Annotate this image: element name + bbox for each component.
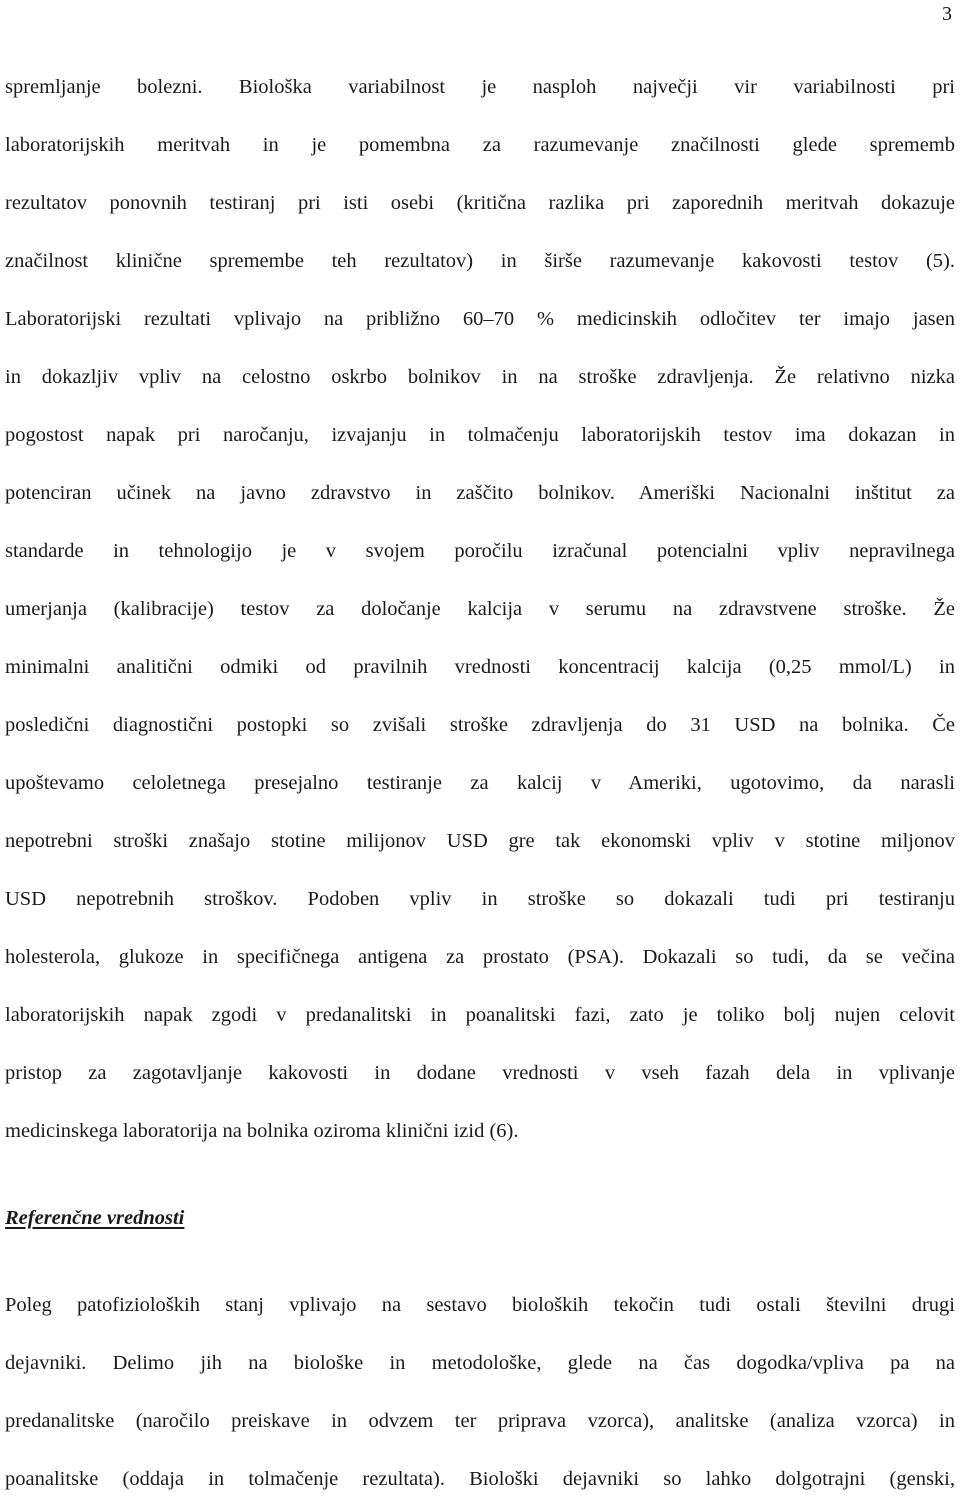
paragraph-line: Poleg patofizioloških stanj vplivajo na sestavo bioloških tekočin tudi ostali številni drugi (5, 1294, 955, 1316)
paragraph-line: pogostost napak pri naročanju, izvajanju in tolmačenju laboratorijskih testov ima dokazan in (5, 424, 955, 446)
paragraph-line: laboratorijskih meritvah in je pomembna za razumevanje značilnosti glede sprememb (5, 134, 955, 156)
paragraph-line: značilnost klinične spremembe teh rezultatov) in širše razumevanje kakovosti testov (5). (5, 250, 955, 272)
paragraph-line: laboratorijskih napak zgodi v predanalitski in poanalitski fazi, zato je toliko bolj nujen celovit (5, 1004, 955, 1026)
paragraph-line: dejavniki. Delimo jih na biološke in metodološke, glede na čas dogodka/vpliva pa na (5, 1352, 955, 1374)
paragraph-line: minimalni analitični odmiki od pravilnih vrednosti koncentracij kalcija (0,25 mmol/L) in (5, 656, 955, 678)
paragraph-line: pristop za zagotavljanje kakovosti in dodane vrednosti v vseh fazah dela in vplivanje (5, 1062, 955, 1084)
page-number: 3 (942, 3, 952, 25)
paragraph-line: rezultatov ponovnih testiranj pri isti osebi (kritična razlika pri zaporednih meritvah dokazuje (5, 192, 955, 214)
paragraph-line: Laboratorijski rezultati vplivajo na približno 60–70 % medicinskih odločitev ter imajo jasen (5, 308, 955, 330)
paragraph-1 (5, 58, 955, 1160)
paragraph-line: umerjanja (kalibracije) testov za določanje kalcija v serumu na zdravstvene stroške. Že (5, 598, 955, 620)
paragraph-line: predanalitske (naročilo preiskave in odvzem ter priprava vzorca), analitske (analiza vzorca) in (5, 1410, 955, 1432)
paragraph-line: poanalitske (oddaja in tolmačenje rezultata). Biološki dejavniki so lahko dolgotrajni (genski, (5, 1468, 955, 1490)
paragraph-line: nepotrebni stroški znašajo stotine milijonov USD gre tak ekonomski vpliv v stotine miljonov (5, 830, 955, 852)
paragraph-line: upoštevamo celoletnega presejalno testiranje za kalcij v Ameriki, ugotovimo, da narasli (5, 772, 955, 794)
document-body (5, 58, 955, 1508)
paragraph-2 (5, 1276, 955, 1508)
paragraph-line: potenciran učinek na javno zdravstvo in zaščito bolnikov. Ameriški Nacionalni inštitut za (5, 482, 955, 504)
paragraph-line: spremljanje bolezni. Biološka variabilnost je nasploh največji vir variabilnosti pri (5, 76, 955, 98)
paragraph-line: medicinskega laboratorija na bolnika oziroma klinični izid (6). (5, 1120, 519, 1142)
paragraph-line: standarde in tehnologijo je v svojem poročilu izračunal potencialni vpliv nepravilnega (5, 540, 955, 562)
paragraph-line: holesterola, glukoze in specifičnega antigena za prostato (PSA). Dokazali so tudi, da se večina (5, 946, 955, 968)
paragraph-line: in dokazljiv vpliv na celostno oskrbo bolnikov in na stroške zdravljenja. Že relativno nizka (5, 366, 955, 388)
section-heading: Referenčne vrednosti (5, 1207, 185, 1229)
paragraph-line: USD nepotrebnih stroškov. Podoben vpliv in stroške so dokazali tudi pri testiranju (5, 888, 955, 910)
paragraph-line: posledični diagnostični postopki so zvišali stroške zdravljenja do 31 USD na bolnika. Če (5, 714, 955, 736)
